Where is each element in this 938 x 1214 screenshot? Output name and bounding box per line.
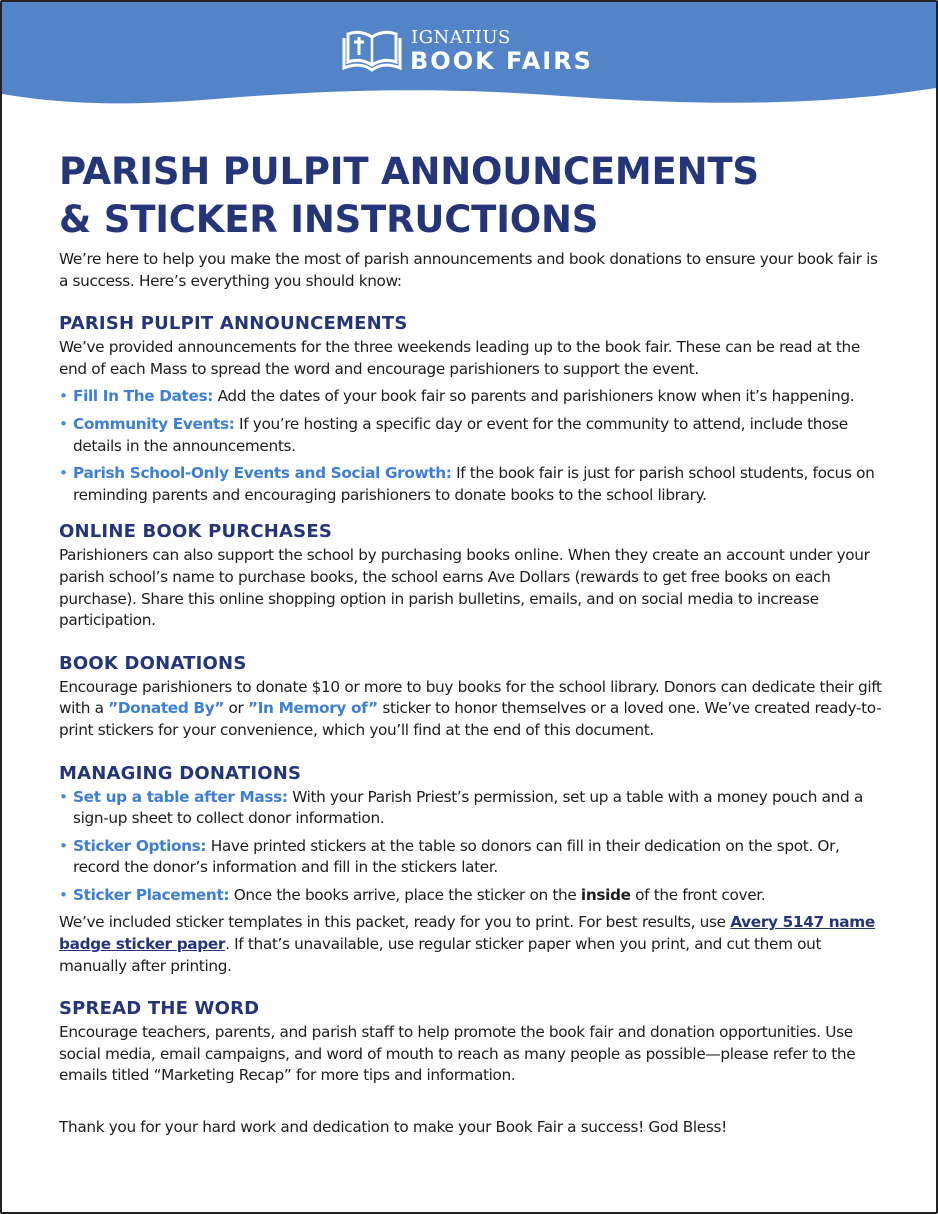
avery-paper-link[interactable]: Avery 5147 name badge sticker paper: [59, 913, 875, 954]
list-item-label: Sticker Options:: [73, 836, 207, 855]
sticker-note: [59, 912, 885, 977]
logo-bottom-text: BOOK FAIRS: [410, 47, 593, 75]
announcements-list: [59, 386, 885, 506]
section-heading-announcements: PARISH PULPIT ANNOUNCEMENTS: [59, 313, 408, 335]
donations-or: or: [224, 699, 249, 718]
open-book-cross-icon: [340, 28, 404, 74]
inside-emphasis: inside: [580, 885, 631, 904]
list-item-text: Once the books arrive, place the sticker on the: [229, 885, 581, 904]
title-line-1: PARISH PULPIT ANNOUNCEMENTS: [59, 150, 759, 193]
list-item: [59, 787, 885, 830]
announcements-body: We’ve provided announcements for the three weekends leading up to the book fair. These can be read at the end of each Mass to spread the word and encourage parishioners to support the event.: [59, 338, 860, 378]
list-item-label: Community Events:: [73, 414, 235, 433]
ignatius-logo[interactable]: [340, 26, 593, 76]
list-item-label: Sticker Placement:: [73, 885, 230, 904]
list-item: [59, 463, 885, 506]
list-item-text: Add the dates of your book fair so parents and parishioners know when it’s happening.: [213, 387, 855, 406]
section-heading-donations: BOOK DONATIONS: [59, 652, 247, 674]
closing-message: Thank you for your hard work and dedication to make your Book Fair a success! God Bless!: [59, 1118, 727, 1137]
in-memory-label: ”In Memory of”: [248, 699, 378, 718]
spread-body: Encourage teachers, parents, and parish staff to help promote the book fair and donation opportunities. Use social media, email campaigns, and word of mouth to reach as many people as possible—please refer to the emails titled “Marketing Recap” for more tips and information.: [59, 1023, 856, 1085]
list-item-text: With your Parish Priest’s permission, set up a table with a money pouch and a sign-up sheet to collect donor information.: [73, 787, 863, 828]
document-body: [59, 148, 885, 1139]
list-item-text: If the book fair is just for parish school students, focus on reminding parents and encouraging parishioners to donate books to the school library.: [73, 464, 875, 504]
list-item: [59, 386, 885, 408]
title-line-2: & STICKER INSTRUCTIONS: [59, 198, 599, 241]
donations-text-1: Encourage parishioners to donate $10 or more to buy books for the school library. Donors can dedicate their gift with a: [59, 677, 882, 718]
logo-top-text: IGNATIUS: [411, 27, 511, 48]
donated-by-label: ”Donated By”: [108, 699, 225, 718]
list-item: [59, 414, 885, 457]
list-item-label: Parish School-Only Events and Social Growth:: [73, 464, 452, 483]
online-body: Parishioners can also support the school by purchasing books online. When they create an account under your parish school’s name to purchase books, the school earns Ave Dollars (rewards to get free books on each purchase). Share this online shopping option in parish bulletins, emails, and on social media to increase participation.: [59, 546, 870, 630]
managing-list: [59, 787, 885, 907]
list-item: [59, 885, 885, 907]
list-item-text: of the front cover.: [630, 885, 766, 904]
list-item: [59, 836, 885, 879]
list-item-text: Have printed stickers at the table so donors can fill in their dedication on the spot. Or, record the donor’s information and fill in the stickers later.: [73, 836, 840, 877]
section-heading-spread: SPREAD THE WORD: [59, 998, 260, 1020]
list-item-label: Fill In The Dates:: [73, 387, 214, 406]
list-item-text: If you’re hosting a specific day or event for the community to attend, include those details in the announcements.: [73, 414, 848, 455]
sticker-note-text-1: We’ve included sticker templates in this packet, ready for you to print. For best results, use: [59, 913, 731, 932]
page-title: [59, 148, 885, 244]
donations-body: [59, 677, 885, 742]
intro-paragraph: We’re here to help you make the most of parish announcements and book donations to ensure your book fair is a success. Here’s everything you should know:: [59, 250, 878, 290]
sticker-note-text-2: . If that’s unavailable, use regular sticker paper when you print, and cut them out manually after printing.: [59, 935, 822, 975]
section-heading-managing: MANAGING DONATIONS: [59, 762, 302, 784]
list-item-label: Set up a table after Mass:: [73, 787, 288, 806]
donations-text-2: sticker to honor themselves or a loved one. We’ve created ready-to-print stickers for your convenience, which you’ll find at the end of this document.: [59, 699, 882, 739]
section-heading-online: ONLINE BOOK PURCHASES: [59, 521, 332, 543]
